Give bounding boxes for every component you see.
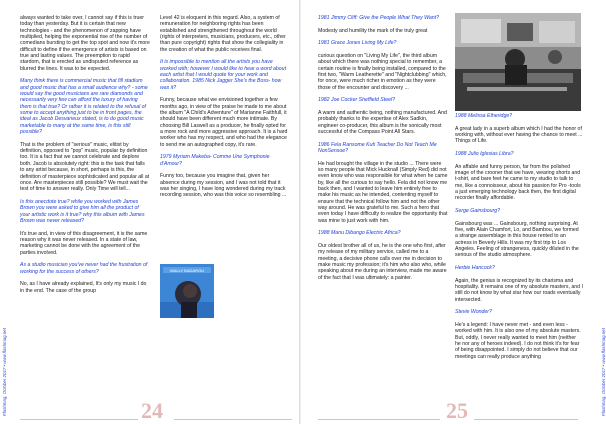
- page-rule-right: [318, 419, 440, 420]
- album-cover-photo: [160, 264, 214, 318]
- question-paragraph: 1982 Joe Cocker Sheffield Steel?: [318, 97, 395, 104]
- album-cover-title: WALLY BADAROU: [170, 268, 204, 273]
- answer-paragraph: Level 42 is eloquent in this regard. Also, a system of remuneration for neighboring rights has been established and strengthened throughout the world (rights of interpreters, musicians, producers, etc., other than pure copyright) rights that show the collegiality in the creation of what the public receives final.: [160, 15, 286, 53]
- question-paragraph: Serge Gainsbourg?: [455, 207, 500, 214]
- studio-photo-art: [455, 13, 581, 111]
- page-number-right: 25: [446, 398, 468, 423]
- question-paragraph: It is impossible to mention all the artists you have worked with; however I would like to hear a word about each artist that I would quote for your work and collaboration. 1985 Nick Jagger She's the Boss- how was it?: [160, 59, 287, 91]
- answer-paragraph: always wanted to take over, I cannot say if this is truer today than yesterday. But it is certain that new technologies - and the phenomenon of zapping have multiplied, helping the exponential rise of the number of comedians bursting to get the top spot and now it's more difficult to define if the emergence of artists is based on true and lasting values. The preemption to rapid stardom, that is erected as undisputed reference as blurred the lines. It was to be expected.: [20, 15, 150, 72]
- answer-paragraph: An affable and funny person, far from the polished image of the crooner that we have, wearing shorts and t-shirt, and bare feet he came to my studio to talk to me, like a connoisseur, about his passion for Pro -tools a just emerging technology back then, the first digital recorder finally affordable.: [455, 163, 581, 202]
- answer-paragraph: It's true and, in view of this disagreement, it is the same reason why it was never released. In a state of law, marketing cannot be done with the agreement of the parties involved.: [20, 230, 148, 256]
- answer-paragraph: Our oldest brother all of us, he is the one who first, after my release of my military service, called me to a meeting, a decisive phone calls over me in decision to make music my profession; it's him who also who, while speaking about me during an interview, made me aware of the fact that I was ultimately: a painter.: [318, 242, 447, 281]
- album-cover-art: [160, 264, 214, 318]
- question-paragraph: 1981 Jimmy Cliff: Give the People What They Want?: [318, 15, 439, 21]
- answer-paragraph: A warm and authentic being, nothing manufactured. And probably thanks to the expertise of Alex Sadkin, engineer co-producer, this album is the sonically most successful of the Compass Point All Stars.: [318, 109, 447, 135]
- question-paragraph: Is this anecdote true? while you worked with James Brown you were asked to give him all the product of your artistic work is it true? why this album with James Brown was never released?: [20, 198, 145, 224]
- question-paragraph: 1988 Melissa Etheridge?: [455, 113, 513, 119]
- page-rule-left-2: [174, 419, 292, 420]
- answer-paragraph: A great lady in a superb album which I had the honor of working with, without ever having the chance to meet ... Things of Life.: [455, 125, 583, 145]
- answer-paragraph: No, as I have already explained, It's only my music I do in the end. The case of the group: [20, 281, 147, 294]
- folio-left-text: Flashmag, October 2017 • www.flashmag.net: [2, 328, 7, 416]
- answer-paragraph: Again, the genius is recognized by its charisma and hospitality. It remains one of my absolute masters, and I still do not know by what star how our roads eventually intersected.: [455, 277, 583, 303]
- answer-paragraph: That is the problem of "serious" music, elitist by definition, opposed to "pop" music, popular by definition too. It is a fact that we cannot celebrate and deplore both. Jacob is absolutely right: this is the task that falls to any artist because, in short, perhaps is this, the definition of masterpiece sophisticated and popular all at once. Are masterpieces still possible? We must wait the test of time to answer really. Only Time will tell...: [20, 141, 150, 193]
- question-paragraph: 1979 Myriam Makeba- Comme Une Symphonie d'Amour?: [160, 154, 270, 167]
- question-paragraph: As a studio musician you've never had the frustration of working for the success of others?: [20, 262, 148, 275]
- answer-paragraph: Gainsbourg was ... Gainsbourg, nothing surprising. At five, with Alain Chamfort, Lo, and Bambou, we formed a strange assemblage in this house rented to an actress in Beverly Hills. It was my first trip to Los Angeles. Feeling of strangeness, quickly diluted in the serious of the studio atmosphere.: [455, 220, 579, 259]
- question-paragraph: 1981 Grace Jones Living My Life?: [318, 40, 397, 47]
- answer-paragraph: Funny, because what we envisioned together a few months ago, in view of the praise he made to me about the album "A Child's Adventure" of Marianne Faithfull, it should have been different much more intimate. By choosing Bill Laswell as a producer, he finally opted for a more rock and more aggressive approach. It is a hard worker who has my respect, and who had the elegance to send me an autographed copy, it's rare.: [160, 97, 288, 148]
- answer-paragraph: He's a legend: I have never met - and even less - worked with him. It is also one of my absolute masters. But, oddly, I never really wanted to meet him (neither he nor any of heroes indeed). I do not think it's for fear of being disappointed. I simply do not believe that our meetings can really produce anything: [455, 321, 581, 360]
- folio-left: [0, 0, 6, 424]
- page-rule-left: [20, 419, 138, 420]
- question-paragraph: 1988 Manu Dibango Electric Africa?: [318, 230, 401, 237]
- studio-photo: [455, 13, 581, 111]
- answer-paragraph: He had brought the village in the studio ... There were so many people that Mick Hucknall (Simply Red) did not even know who was responsible for what when he came by, like all the curious to say hello. Fela did not know me back then, and I wanted to leave him entirely free to make his music as he intended, contenting myself to ensure that the technical follow him and not the other way around. He was grateful to me. Such a hero that even today I have difficulty to realize the opportunity that was mine to just work with him.: [318, 160, 448, 224]
- column-4: [455, 113, 583, 366]
- column-2: [160, 15, 290, 205]
- spread-gutter: [299, 0, 301, 424]
- column-1: [20, 15, 150, 300]
- page-number-left: 24: [141, 398, 163, 423]
- answer-paragraph: curious question on "Living My Life", the third album about which there was nothing special to remember, a certain routine is finally being installed, compared to the first two, "Warm Leatherette" and "Nightclubbing" which, for once, were much richer in emotion as they were those of the encounter and discovery ...: [318, 52, 447, 91]
- question-paragraph: Herbie Hancock?: [455, 264, 495, 271]
- question-paragraph: 1986 Fela Ransome Kuti Teacher Do Not Teach Me NonSensoe?: [318, 141, 437, 154]
- column-3: [318, 15, 448, 287]
- folio-right: [594, 0, 606, 424]
- page-rule-right-2: [474, 419, 578, 420]
- question-paragraph: Stevie Wonder?: [455, 309, 492, 316]
- question-paragraph: 1988 Julio Iglesias Libra?: [455, 150, 514, 157]
- question-paragraph: Many think there is commercial music that fill stadium and good music that has a small audience why? - some would say the good musicians are rare diamonds and necessarily very few can afford the luxury of having them is that true? Or rather it is related to the refusal of some to accept anything just to be in front pages, the ideal as Jacob Desvarieux stated, is to do good music marketable to many at the same time, is this still possible?: [20, 78, 148, 136]
- folio-right-text: Flashmag, October 2017 • www.flashmag.net: [601, 328, 606, 416]
- answer-paragraph: Modesty and humility the mark of the truly great: [318, 27, 428, 34]
- answer-paragraph: Funny too, because you imagine that, given her absence during my session, and I was not told that it was her singing, I have long wondered during my track recording session, who was this voice so resembling ...: [160, 173, 287, 199]
